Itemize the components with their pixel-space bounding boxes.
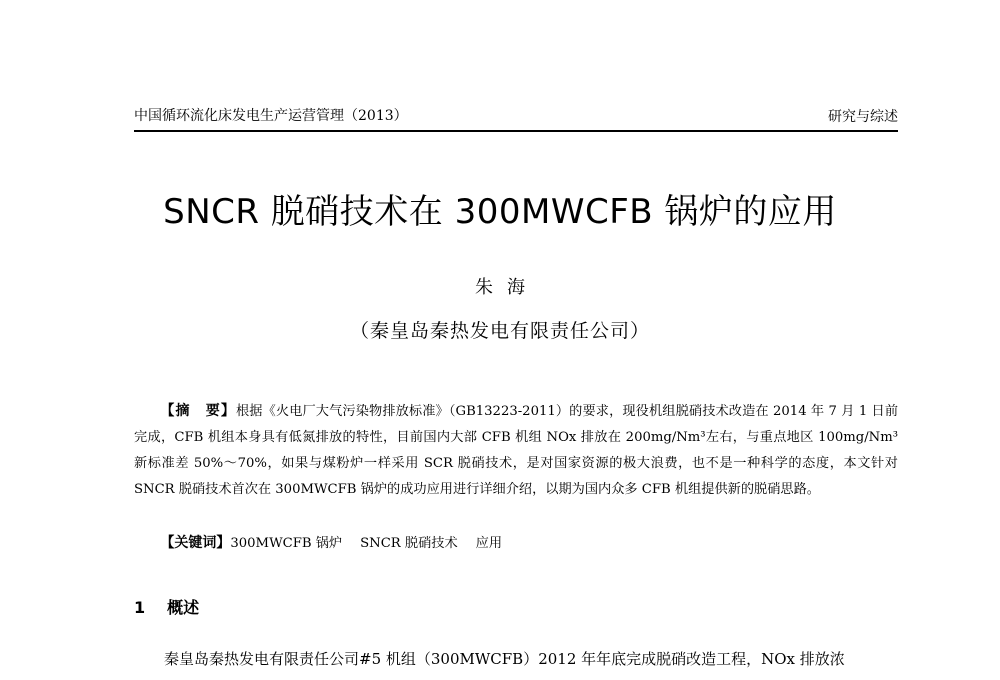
running-header-journal: 中国循环流化床发电生产运营管理（2013） [134,108,408,124]
keywords-label: 【关键词】 [160,535,231,551]
abstract-text: 根据《火电厂大气污染物排放标准》（GB13223-2011）的要求，现役机组脱硝技术改造在 2014 年 7 月 1 日前完成，CFB 机组本身具有低氮排放的特性，目前国内大部 CFB 机组 NOx 排放在 200mg/Nm³左右，与重点地区 100mg/Nm³新标准差 50%～70%，如果与煤粉炉一样采用 SCR 脱硝技术，是对国家资源的极大浪费，也不是一种科学的态度，本文针对 SNCR 脱硝技术首次在 300MWCFB 锅炉的成功应用进行详细介绍，以期为国内众多 CFB 机组提供新的脱硝思路。 [134,404,899,497]
section-title: 概述 [167,598,200,617]
author-name: 朱海 [475,277,539,298]
author-affiliation: （秦皇岛秦热发电有限责任公司） [349,320,650,342]
keyword-item: 300MWCFB 锅炉 [230,536,343,551]
abstract [134,398,898,503]
keywords [134,530,898,557]
running-header [134,106,898,132]
body-paragraph: 秦皇岛秦热发电有限责任公司#5 机组（300MWCFB）2012 年年底完成脱硝改造工程，NOx 排放浓 [164,650,845,668]
abstract-label: 【摘 要】 [160,403,236,419]
paper-title: SNCR 脱硝技术在 300MWCFB 锅炉的应用 [163,192,837,232]
keyword-item: SNCR 脱硝技术 [360,536,458,551]
section-number: 1 [134,598,146,617]
running-header-section: 研究与综述 [828,109,898,125]
keyword-item: 应用 [475,536,503,551]
section-heading [134,596,199,620]
